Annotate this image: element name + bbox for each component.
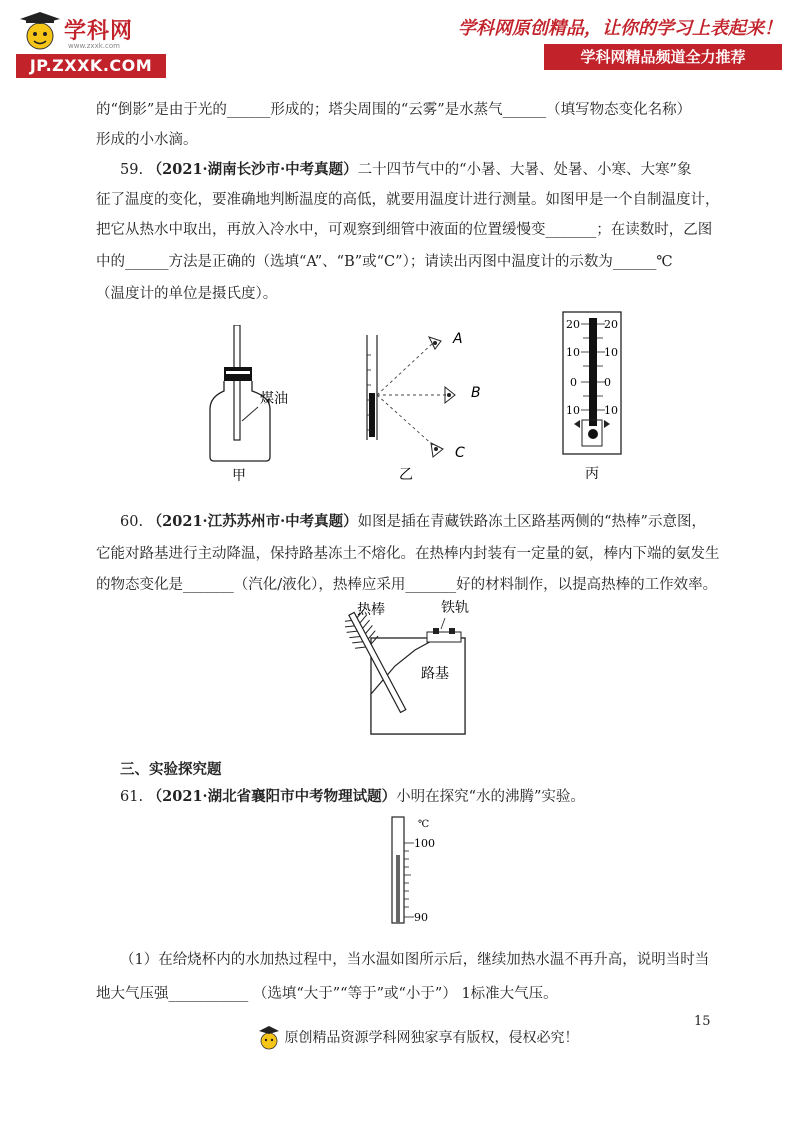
logo-brand-text: 学科网 <box>64 19 134 44</box>
tick-label: 20 <box>604 318 618 331</box>
paragraph-line: 地大气压强___________ （选填“大于”“等于”或“小于”） 1标准大气压。 <box>96 986 558 1002</box>
question-text: 二十四节气中的“小暑、大暑、处暑、小寒、大寒”象 <box>357 162 692 178</box>
mascot-icon <box>16 12 64 52</box>
eye-icon <box>429 337 441 349</box>
tick-label: 10 <box>604 346 618 359</box>
question-60-line <box>120 512 730 532</box>
question-text: 小明在探究“水的沸腾”实验。 <box>396 789 585 805</box>
tick-label: 10 <box>604 404 618 417</box>
question-number: 59. <box>120 162 144 178</box>
paragraph-line: 把它从热水中取出，再放入冷水中，可观察到细管中液面的位置缓慢变_______；在读数时，乙图 <box>96 222 713 238</box>
paragraph-line: 它能对路基进行主动降温，保持路基冻土不熔化。在热棒内封装有一定量的氨，棒内下端的氨发生 <box>96 546 720 562</box>
paragraph-line: 中的______方法是正确的（选填“A”、“B”或“C”）；请读出丙图中温度计的示数为______℃ <box>96 254 673 270</box>
figure-boiling-thermometer <box>388 815 438 925</box>
tick-label: 0 <box>604 376 611 389</box>
figure-heat-rod <box>345 598 475 738</box>
page-number: 15 <box>694 1014 711 1029</box>
paragraph-line: 征了温度的变化，要准确地判断温度的高低，就要用温度计进行测量。如图甲是一个自制温度计， <box>96 192 720 208</box>
figure-caption: 丙 <box>585 466 599 482</box>
question-number: 61. <box>120 789 144 805</box>
paragraph-line: 的物态变化是_______（汽化/液化），热棒应采用_______好的材料制作，以提高热棒的工作效率。 <box>96 577 718 593</box>
section-heading: 三、实验探究题 <box>120 762 222 778</box>
rail-label: 铁轨 <box>441 600 469 616</box>
question-source: （2021·湖北省襄阳市中考物理试题） <box>147 788 397 805</box>
rod-label: 热棒 <box>357 602 385 618</box>
liquid-label: 煤油 <box>260 391 288 407</box>
tick-label: 20 <box>566 318 580 331</box>
question-source: （2021·江苏苏州市·中考真题） <box>147 513 358 530</box>
question-source: （2021·湖南长沙市·中考真题） <box>147 161 358 178</box>
mascot-icon <box>258 1024 280 1052</box>
unit-label: ℃ <box>418 819 430 830</box>
site-logo[interactable] <box>16 12 166 78</box>
logo-mark <box>16 12 166 52</box>
header-recommend-banner: 学科网精品频道全力推荐 <box>544 44 782 70</box>
header-slogan: 学科网原创精品，让你的学习上表起来！ <box>458 18 782 39</box>
question-61-line <box>120 787 730 807</box>
logo-url-text: www.zxxk.com <box>68 42 120 50</box>
footer-text: 原创精品资源学科网独家享有版权，侵权必究！ <box>284 1030 579 1046</box>
tick-label: 0 <box>570 376 577 389</box>
figure-caption: 甲 <box>232 468 246 484</box>
base-label: 路基 <box>421 666 449 682</box>
tick-label: 90 <box>414 911 428 924</box>
tick-label: 10 <box>566 404 580 417</box>
paragraph-line: （温度计的单位是摄氏度）。 <box>96 286 278 302</box>
paragraph-line: 的“倒影”是由于光的______形成的；塔尖周围的“云雾”是水蒸气______（填写物态变化名称） <box>96 102 692 118</box>
paragraph-line: 形成的小水滴。 <box>96 132 198 148</box>
footer-copyright <box>258 1024 578 1052</box>
eye-label: A <box>453 331 463 347</box>
paragraph-line: （1）在给烧杯内的水加热过程中，当水温如图所示后，继续加热水温不再升高，说明当时当 <box>120 952 710 968</box>
question-59-line <box>120 160 730 180</box>
question-number: 60. <box>120 514 144 530</box>
eye-label: B <box>471 385 481 401</box>
eye-icon <box>445 387 455 403</box>
figure-bing-thermometer <box>560 310 630 485</box>
logo-site-banner: JP.ZXXK.COM <box>16 54 166 78</box>
tick-label: 10 <box>566 346 580 359</box>
question-text: 如图是插在青藏铁路冻土区路基两侧的“热棒”示意图， <box>357 514 706 530</box>
figure-yi-reading-angles <box>355 325 505 485</box>
tick-label: 100 <box>414 837 435 850</box>
eye-label: C <box>455 445 465 461</box>
figure-jia-homemade-thermometer <box>200 325 300 485</box>
figure-caption: 乙 <box>399 467 413 483</box>
